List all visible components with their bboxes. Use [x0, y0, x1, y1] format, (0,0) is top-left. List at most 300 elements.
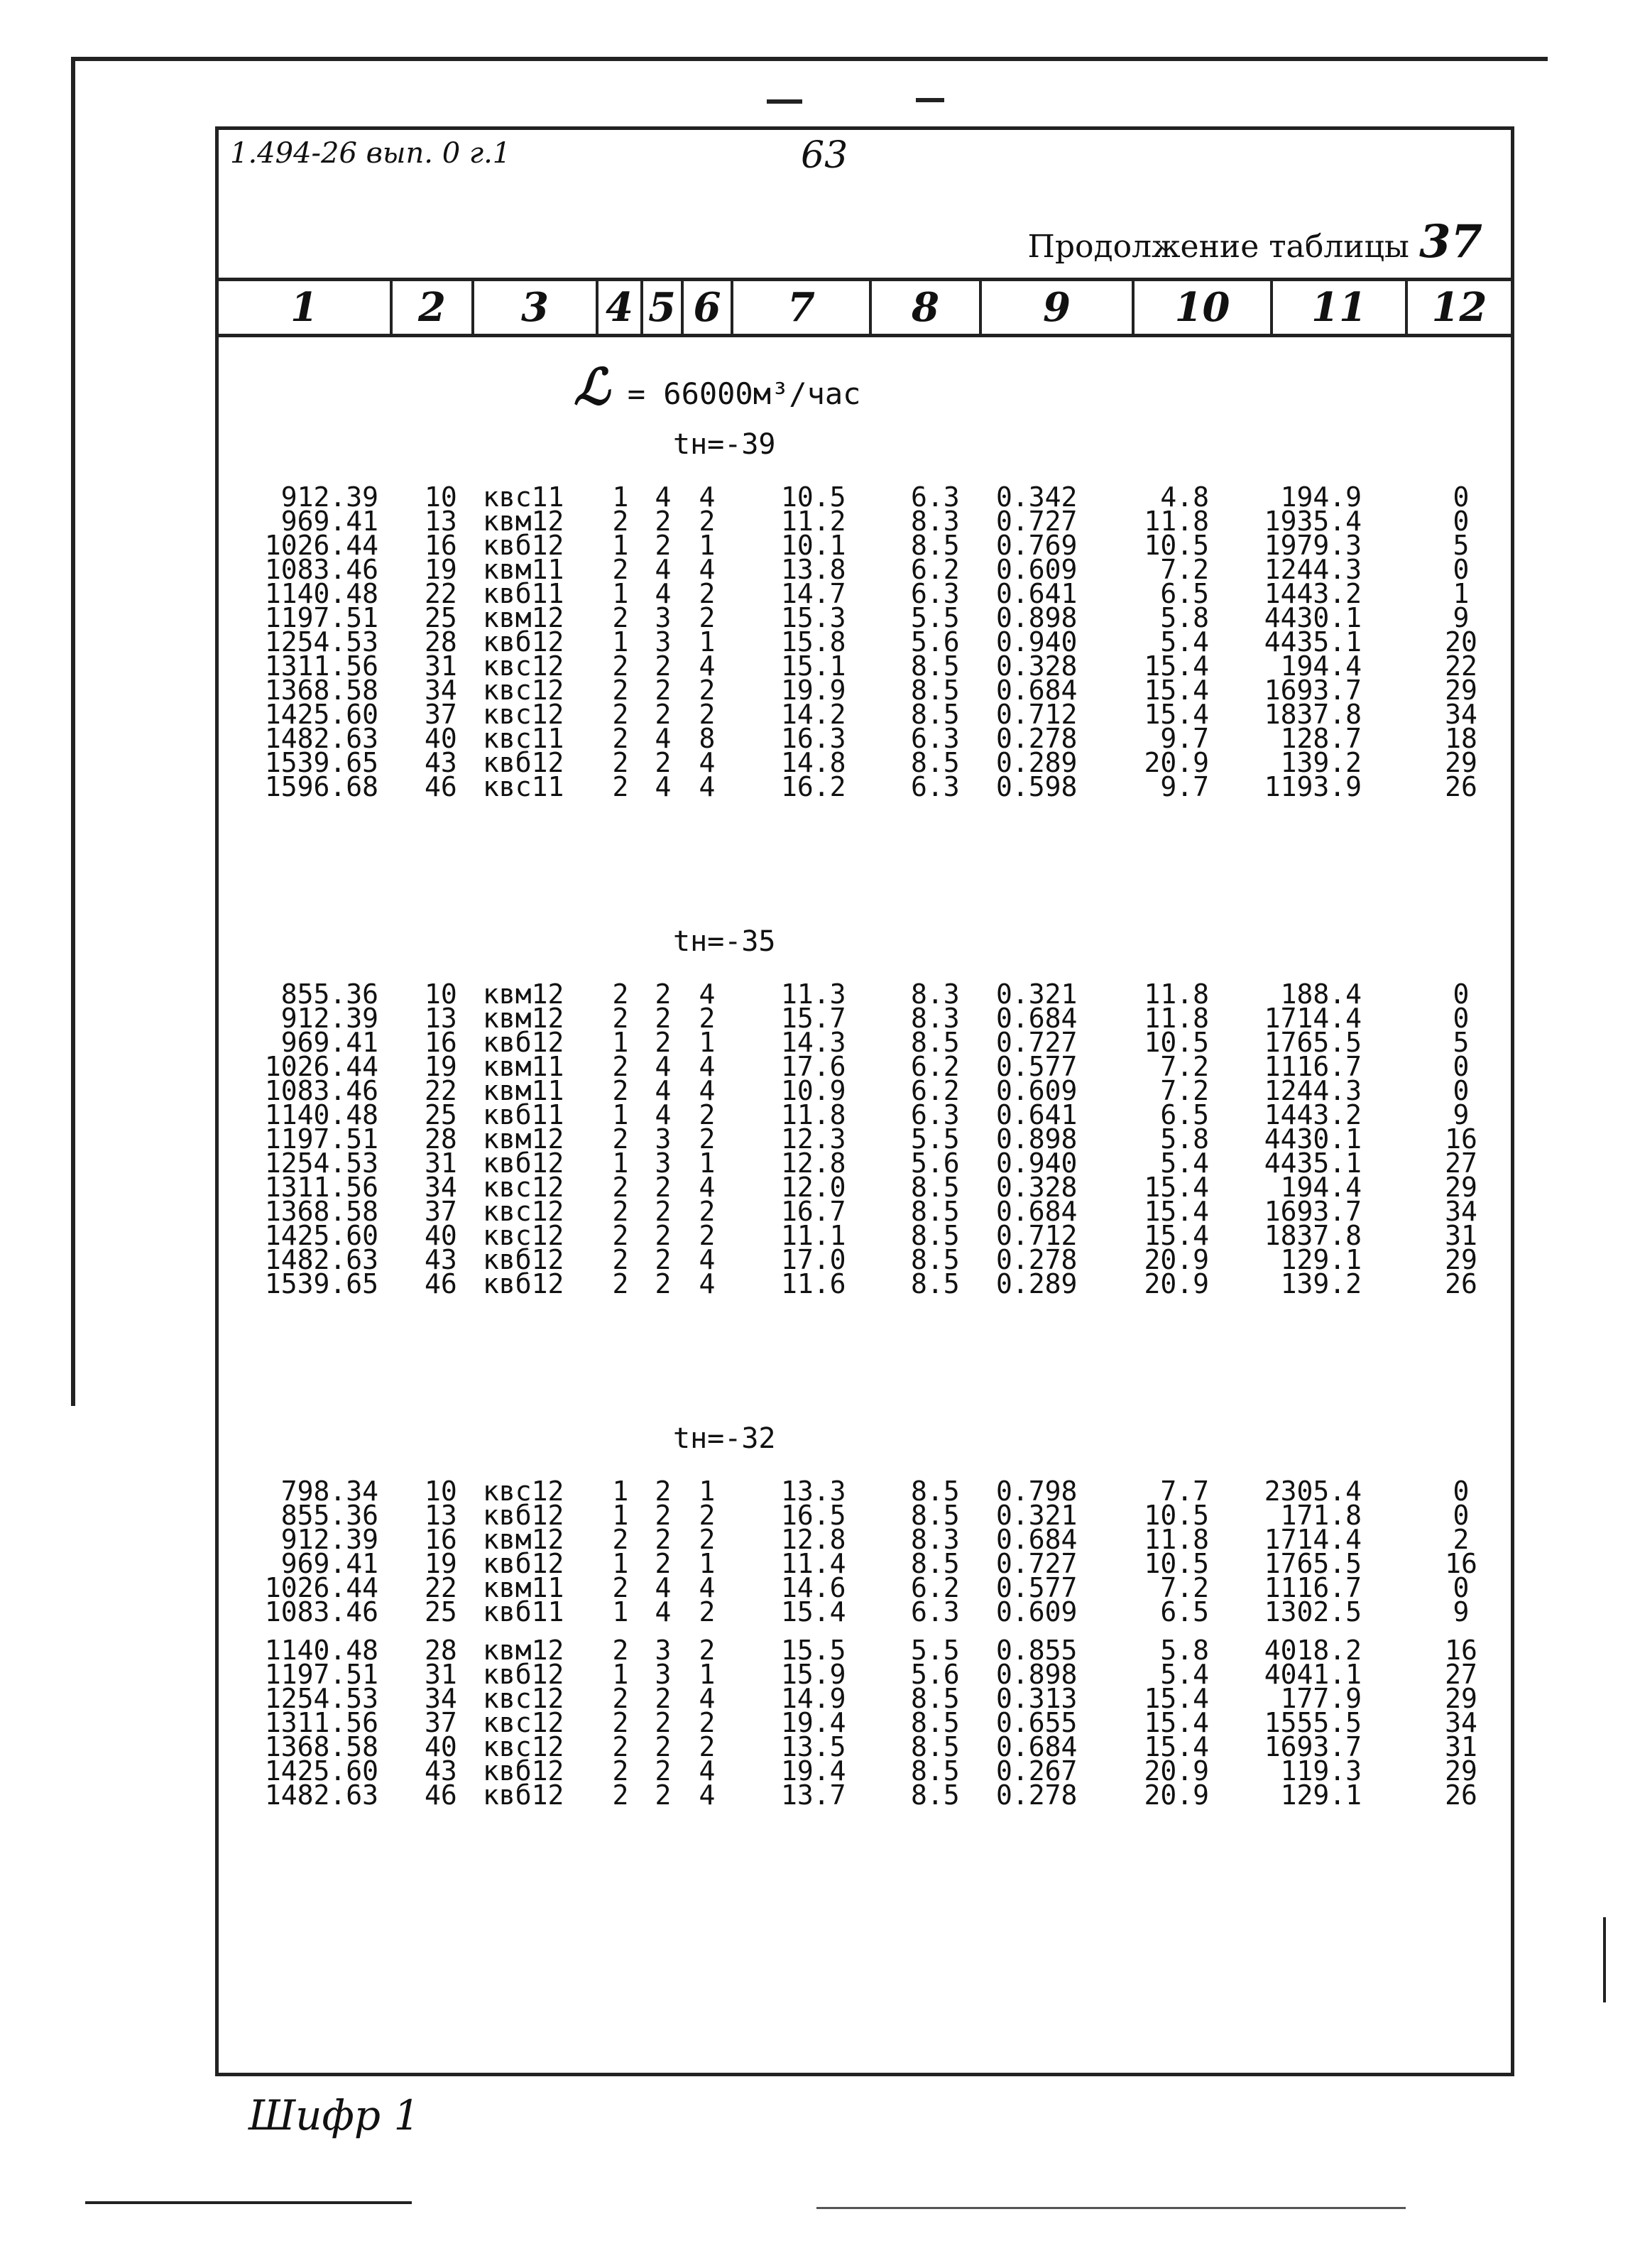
- cell-col-9: 0.898: [996, 1659, 1078, 1690]
- cell-col-11: 139.2: [1280, 747, 1362, 778]
- cell-col-5: 2: [655, 675, 672, 706]
- cell-col-7: 11.3: [781, 978, 846, 1010]
- cell-col-8: 8.5: [911, 650, 960, 682]
- cell-col-11: 4041.1: [1264, 1659, 1362, 1690]
- cell-col-3: квс12: [483, 1476, 564, 1507]
- cell-col-10: 20.9: [1144, 1755, 1209, 1787]
- cell-col-12: 22: [1445, 650, 1477, 682]
- cell-col-1: 1140.48: [264, 1635, 378, 1666]
- cell-col-8: 5.6: [911, 1659, 960, 1690]
- cell-col-8: 8.5: [911, 1220, 960, 1251]
- cell-col-11: 1714.4: [1264, 1003, 1362, 1034]
- column-header-5: 5: [643, 281, 684, 334]
- cell-col-4: 1: [612, 1596, 629, 1628]
- cell-col-10: 5.4: [1160, 626, 1209, 658]
- cell-col-7: 15.8: [781, 626, 846, 658]
- cell-col-7: 17.0: [781, 1244, 846, 1275]
- cell-col-8: 8.5: [911, 1196, 960, 1227]
- cell-col-4: 2: [612, 1220, 629, 1251]
- section-title: tн=-35: [673, 925, 776, 958]
- cell-col-2: 25: [425, 1596, 457, 1628]
- cell-col-12: 0: [1453, 481, 1470, 513]
- cell-col-10: 6.5: [1160, 578, 1209, 609]
- cell-col-11: 1693.7: [1264, 1196, 1362, 1227]
- cell-col-4: 2: [612, 1123, 629, 1155]
- cell-col-1: 1083.46: [264, 1596, 378, 1628]
- cell-col-8: 8.5: [911, 747, 960, 778]
- cell-col-9: 0.712: [996, 699, 1078, 730]
- cell-col-4: 2: [612, 723, 629, 754]
- cell-col-11: 1116.7: [1264, 1051, 1362, 1082]
- cell-col-6: 4: [699, 771, 716, 802]
- cell-col-6: 2: [699, 1123, 716, 1155]
- cell-col-1: 912.39: [280, 1003, 378, 1034]
- cell-col-8: 8.5: [911, 1731, 960, 1762]
- top-border-line: [71, 57, 1548, 61]
- cell-col-1: 1425.60: [264, 1220, 378, 1251]
- cell-col-1: 1368.58: [264, 675, 378, 706]
- cell-col-4: 2: [612, 1051, 629, 1082]
- cell-col-11: 171.8: [1280, 1500, 1362, 1531]
- cell-col-9: 0.898: [996, 1123, 1078, 1155]
- cell-col-8: 6.2: [911, 1051, 960, 1082]
- cell-col-10: 9.7: [1160, 723, 1209, 754]
- cell-col-7: 11.2: [781, 506, 846, 537]
- bottom-line-left: [85, 2201, 412, 2204]
- cell-col-6: 2: [699, 1524, 716, 1555]
- cell-col-8: 6.3: [911, 578, 960, 609]
- cell-col-5: 3: [655, 1147, 672, 1179]
- cell-col-10: 5.8: [1160, 1123, 1209, 1155]
- cell-col-10: 20.9: [1144, 747, 1209, 778]
- cell-col-3: квм11: [483, 1051, 564, 1082]
- cell-col-6: 4: [699, 1572, 716, 1603]
- cell-col-9: 0.328: [996, 1172, 1078, 1203]
- cell-col-3: квм12: [483, 602, 564, 633]
- cell-col-7: 10.9: [781, 1075, 846, 1106]
- cell-col-9: 0.328: [996, 650, 1078, 682]
- cell-col-3: квб11: [483, 1596, 564, 1628]
- cell-col-9: 0.641: [996, 1099, 1078, 1130]
- cell-col-1: 912.39: [280, 1524, 378, 1555]
- cell-col-3: квс11: [483, 771, 564, 802]
- cell-col-5: 4: [655, 771, 672, 802]
- cell-col-3: квб12: [483, 1548, 564, 1579]
- cell-col-10: 15.4: [1144, 1172, 1209, 1203]
- cell-col-6: 2: [699, 1196, 716, 1227]
- cell-col-12: 29: [1445, 1683, 1477, 1714]
- cell-col-5: 2: [655, 1548, 672, 1579]
- cell-col-8: 8.5: [911, 1268, 960, 1299]
- cell-col-8: 5.5: [911, 1635, 960, 1666]
- section-rows: [219, 978, 1511, 1299]
- cell-col-10: 10.5: [1144, 1027, 1209, 1058]
- cell-col-3: квм12: [483, 1123, 564, 1155]
- cell-col-5: 4: [655, 1051, 672, 1082]
- cell-col-6: 2: [699, 1731, 716, 1762]
- cell-col-2: 40: [425, 1220, 457, 1251]
- cell-col-9: 0.684: [996, 1003, 1078, 1034]
- cell-col-10: 10.5: [1144, 1500, 1209, 1531]
- cell-col-2: 34: [425, 675, 457, 706]
- cell-col-2: 43: [425, 747, 457, 778]
- cell-col-3: квб11: [483, 578, 564, 609]
- cell-col-7: 16.5: [781, 1500, 846, 1531]
- cell-col-12: 31: [1445, 1220, 1477, 1251]
- cell-col-2: 34: [425, 1683, 457, 1714]
- cell-col-10: 11.8: [1144, 1003, 1209, 1034]
- cell-col-5: 2: [655, 1524, 672, 1555]
- cell-col-4: 2: [612, 675, 629, 706]
- cell-col-7: 10.5: [781, 481, 846, 513]
- cell-col-4: 2: [612, 650, 629, 682]
- cell-col-10: 5.4: [1160, 1147, 1209, 1179]
- cell-col-1: 1311.56: [264, 650, 378, 682]
- cell-col-7: 13.3: [781, 1476, 846, 1507]
- cell-col-4: 2: [612, 1003, 629, 1034]
- cell-col-7: 12.0: [781, 1172, 846, 1203]
- cell-col-7: 11.8: [781, 1099, 846, 1130]
- section-rows: [219, 1476, 1511, 1811]
- cell-col-11: 1244.3: [1264, 1075, 1362, 1106]
- cell-col-1: 1482.63: [264, 723, 378, 754]
- cell-col-4: 2: [612, 699, 629, 730]
- cell-col-7: 14.6: [781, 1572, 846, 1603]
- cell-col-3: квм11: [483, 554, 564, 585]
- cell-col-9: 0.727: [996, 506, 1078, 537]
- cell-col-11: 1443.2: [1264, 1099, 1362, 1130]
- cell-col-2: 34: [425, 1172, 457, 1203]
- cell-col-8: 8.5: [911, 1244, 960, 1275]
- cell-col-9: 0.278: [996, 723, 1078, 754]
- cell-col-10: 15.4: [1144, 1707, 1209, 1738]
- cell-col-12: 18: [1445, 723, 1477, 754]
- cell-col-12: 16: [1445, 1548, 1477, 1579]
- cell-col-8: 8.5: [911, 530, 960, 561]
- cell-col-1: 1254.53: [264, 1147, 378, 1179]
- top-dash-2: [916, 98, 944, 102]
- cell-col-4: 1: [612, 1476, 629, 1507]
- cell-col-10: 9.7: [1160, 771, 1209, 802]
- cell-col-12: 0: [1453, 1003, 1470, 1034]
- cell-col-11: 1443.2: [1264, 578, 1362, 609]
- cell-col-5: 3: [655, 1635, 672, 1666]
- cell-col-8: 8.5: [911, 1027, 960, 1058]
- cell-col-5: 3: [655, 1123, 672, 1155]
- cell-col-4: 2: [612, 554, 629, 585]
- cell-col-10: 5.4: [1160, 1659, 1209, 1690]
- cell-col-1: 1026.44: [264, 1051, 378, 1082]
- cell-col-11: 2305.4: [1264, 1476, 1362, 1507]
- cell-col-12: 34: [1445, 1707, 1477, 1738]
- cell-col-7: 11.1: [781, 1220, 846, 1251]
- cell-col-3: квм12: [483, 1524, 564, 1555]
- cell-col-4: 2: [612, 1779, 629, 1811]
- cell-col-2: 13: [425, 506, 457, 537]
- cell-col-5: 2: [655, 1500, 672, 1531]
- cell-col-6: 4: [699, 747, 716, 778]
- cell-col-5: 2: [655, 1707, 672, 1738]
- cell-col-5: 2: [655, 1196, 672, 1227]
- cell-col-3: квс12: [483, 675, 564, 706]
- cell-col-12: 34: [1445, 1196, 1477, 1227]
- cell-col-3: квб12: [483, 530, 564, 561]
- cell-col-11: 188.4: [1280, 978, 1362, 1010]
- cell-col-9: 0.609: [996, 554, 1078, 585]
- cell-col-10: 7.2: [1160, 1572, 1209, 1603]
- cell-col-1: 1425.60: [264, 699, 378, 730]
- cell-col-12: 1: [1453, 578, 1470, 609]
- cell-col-10: 6.5: [1160, 1596, 1209, 1628]
- column-header-11: 11: [1273, 281, 1408, 334]
- cell-col-1: 1596.68: [264, 771, 378, 802]
- table-row: [219, 771, 1511, 802]
- cell-col-9: 0.940: [996, 626, 1078, 658]
- cell-col-9: 0.684: [996, 1196, 1078, 1227]
- cell-col-8: 8.5: [911, 1707, 960, 1738]
- cell-col-6: 2: [699, 1220, 716, 1251]
- cell-col-6: 1: [699, 1476, 716, 1507]
- cell-col-2: 10: [425, 978, 457, 1010]
- cell-col-2: 40: [425, 1731, 457, 1762]
- cell-col-3: квс11: [483, 723, 564, 754]
- cell-col-2: 28: [425, 1635, 457, 1666]
- cell-col-2: 37: [425, 1196, 457, 1227]
- cell-col-7: 14.9: [781, 1683, 846, 1714]
- cell-col-10: 15.4: [1144, 1683, 1209, 1714]
- cell-col-1: 1254.53: [264, 1683, 378, 1714]
- cell-col-7: 12.8: [781, 1524, 846, 1555]
- cell-col-11: 4018.2: [1264, 1635, 1362, 1666]
- table-row: [219, 1596, 1511, 1628]
- cell-col-7: 13.8: [781, 554, 846, 585]
- cell-col-1: 1482.63: [264, 1244, 378, 1275]
- cell-col-3: квс12: [483, 699, 564, 730]
- cell-col-2: 19: [425, 554, 457, 585]
- cell-col-12: 5: [1453, 530, 1470, 561]
- cell-col-5: 2: [655, 1731, 672, 1762]
- cell-col-2: 28: [425, 626, 457, 658]
- cell-col-5: 2: [655, 1683, 672, 1714]
- cell-col-2: 10: [425, 1476, 457, 1507]
- cell-col-6: 2: [699, 675, 716, 706]
- cell-col-6: 8: [699, 723, 716, 754]
- cell-col-6: 2: [699, 1500, 716, 1531]
- cell-col-1: 1083.46: [264, 1075, 378, 1106]
- cell-col-8: 8.5: [911, 1476, 960, 1507]
- cell-col-3: квм11: [483, 1075, 564, 1106]
- table-row: [219, 1268, 1511, 1299]
- cell-col-12: 26: [1445, 1268, 1477, 1299]
- cell-col-12: 16: [1445, 1635, 1477, 1666]
- cell-col-12: 0: [1453, 978, 1470, 1010]
- cell-col-7: 14.7: [781, 578, 846, 609]
- cell-col-1: 1368.58: [264, 1196, 378, 1227]
- column-header-12: 12: [1431, 284, 1487, 331]
- cell-col-10: 10.5: [1144, 1548, 1209, 1579]
- cell-col-11: 1935.4: [1264, 506, 1362, 537]
- cell-col-2: 43: [425, 1244, 457, 1275]
- cell-col-8: 8.5: [911, 675, 960, 706]
- cell-col-8: 8.5: [911, 1172, 960, 1203]
- cell-col-12: 9: [1453, 602, 1470, 633]
- cell-col-1: 855.36: [280, 1500, 378, 1531]
- cell-col-8: 5.6: [911, 626, 960, 658]
- cell-col-2: 46: [425, 1779, 457, 1811]
- cell-col-9: 0.598: [996, 771, 1078, 802]
- cell-col-3: квб12: [483, 1027, 564, 1058]
- cell-col-6: 4: [699, 1683, 716, 1714]
- cell-col-9: 0.655: [996, 1707, 1078, 1738]
- cell-col-2: 37: [425, 699, 457, 730]
- cell-col-9: 0.321: [996, 978, 1078, 1010]
- cell-col-2: 16: [425, 1524, 457, 1555]
- cell-col-9: 0.898: [996, 602, 1078, 633]
- cell-col-11: 129.1: [1280, 1779, 1362, 1811]
- cell-col-5: 3: [655, 602, 672, 633]
- cell-col-9: 0.267: [996, 1755, 1078, 1787]
- cell-col-6: 2: [699, 1099, 716, 1130]
- cell-col-3: квб12: [483, 626, 564, 658]
- cell-col-2: 31: [425, 650, 457, 682]
- cell-col-7: 13.5: [781, 1731, 846, 1762]
- cell-col-12: 0: [1453, 1572, 1470, 1603]
- cell-col-8: 6.2: [911, 1572, 960, 1603]
- cell-col-3: квс12: [483, 1196, 564, 1227]
- cell-col-5: 2: [655, 1027, 672, 1058]
- cell-col-7: 15.4: [781, 1596, 846, 1628]
- cell-col-5: 4: [655, 1572, 672, 1603]
- cell-col-1: 1539.65: [264, 747, 378, 778]
- cell-col-4: 2: [612, 1635, 629, 1666]
- cell-col-4: 1: [612, 1548, 629, 1579]
- cell-col-11: 1979.3: [1264, 530, 1362, 561]
- cell-col-1: 1254.53: [264, 626, 378, 658]
- cell-col-9: 0.684: [996, 675, 1078, 706]
- cell-col-4: 1: [612, 530, 629, 561]
- cell-col-9: 0.289: [996, 1268, 1078, 1299]
- cell-col-4: 2: [612, 602, 629, 633]
- cell-col-3: квб12: [483, 1268, 564, 1299]
- cell-col-9: 0.769: [996, 530, 1078, 561]
- cell-col-6: 1: [699, 530, 716, 561]
- cell-col-11: 1244.3: [1264, 554, 1362, 585]
- cell-col-5: 3: [655, 1659, 672, 1690]
- cell-col-11: 129.1: [1280, 1244, 1362, 1275]
- cell-col-6: 4: [699, 978, 716, 1010]
- cell-col-5: 3: [655, 626, 672, 658]
- cell-col-9: 0.727: [996, 1027, 1078, 1058]
- cell-col-1: 1311.56: [264, 1172, 378, 1203]
- cell-col-2: 16: [425, 1027, 457, 1058]
- cell-col-6: 4: [699, 554, 716, 585]
- cell-col-7: 15.9: [781, 1659, 846, 1690]
- cell-col-8: 6.3: [911, 481, 960, 513]
- cell-col-8: 5.5: [911, 602, 960, 633]
- column-header-4: 4: [598, 281, 643, 334]
- cell-col-2: 37: [425, 1707, 457, 1738]
- cell-col-1: 798.34: [280, 1476, 378, 1507]
- cell-col-5: 4: [655, 578, 672, 609]
- cell-col-4: 2: [612, 1268, 629, 1299]
- cell-col-11: 1302.5: [1264, 1596, 1362, 1628]
- cell-col-6: 2: [699, 506, 716, 537]
- cell-col-8: 6.3: [911, 771, 960, 802]
- cell-col-11: 4435.1: [1264, 1147, 1362, 1179]
- cell-col-2: 31: [425, 1659, 457, 1690]
- cell-col-9: 0.609: [996, 1075, 1078, 1106]
- cell-col-4: 2: [612, 1244, 629, 1275]
- cell-col-10: 11.8: [1144, 978, 1209, 1010]
- cell-col-11: 1765.5: [1264, 1027, 1362, 1058]
- cell-col-5: 2: [655, 978, 672, 1010]
- cell-col-11: 4430.1: [1264, 602, 1362, 633]
- right-margin-mark: [1603, 1917, 1606, 2002]
- cell-col-6: 4: [699, 1051, 716, 1082]
- cell-col-1: 1197.51: [264, 602, 378, 633]
- cell-col-2: 13: [425, 1003, 457, 1034]
- cell-col-10: 7.2: [1160, 1075, 1209, 1106]
- cell-col-1: 1083.46: [264, 554, 378, 585]
- cell-col-11: 4430.1: [1264, 1123, 1362, 1155]
- cell-col-3: квс12: [483, 1707, 564, 1738]
- cell-col-4: 2: [612, 1731, 629, 1762]
- cell-col-2: 25: [425, 1099, 457, 1130]
- page-number: 63: [801, 134, 848, 177]
- cell-col-9: 0.798: [996, 1476, 1078, 1507]
- cell-col-6: 1: [699, 1027, 716, 1058]
- top-dash-1: [767, 99, 802, 104]
- continuation-heading: [1028, 215, 1482, 268]
- column-header-7: 7: [733, 281, 872, 334]
- column-header-8: 8: [872, 281, 982, 334]
- cell-col-4: 2: [612, 1572, 629, 1603]
- cell-col-1: 1539.65: [264, 1268, 378, 1299]
- cell-col-3: квм12: [483, 1635, 564, 1666]
- cell-col-12: 29: [1445, 675, 1477, 706]
- cell-col-3: квс12: [483, 650, 564, 682]
- cell-col-4: 1: [612, 1500, 629, 1531]
- cell-col-2: 22: [425, 1075, 457, 1106]
- cell-col-2: 46: [425, 1268, 457, 1299]
- cell-col-7: 12.8: [781, 1147, 846, 1179]
- cell-col-6: 1: [699, 1548, 716, 1579]
- cell-col-12: 9: [1453, 1099, 1470, 1130]
- section-rows: [219, 481, 1511, 802]
- cell-col-9: 0.727: [996, 1548, 1078, 1579]
- cell-col-7: 14.2: [781, 699, 846, 730]
- cell-col-5: 2: [655, 530, 672, 561]
- cell-col-10: 4.8: [1160, 481, 1209, 513]
- cell-col-4: 1: [612, 1099, 629, 1130]
- cell-col-12: 31: [1445, 1731, 1477, 1762]
- cell-col-3: квс11: [483, 481, 564, 513]
- cell-col-10: 5.8: [1160, 1635, 1209, 1666]
- cell-col-10: 7.7: [1160, 1476, 1209, 1507]
- cell-col-4: 2: [612, 1755, 629, 1787]
- table-frame: [215, 126, 1514, 2076]
- cell-col-10: 5.8: [1160, 602, 1209, 633]
- cell-col-5: 4: [655, 481, 672, 513]
- cell-col-7: 15.3: [781, 602, 846, 633]
- cell-col-5: 2: [655, 1755, 672, 1787]
- cell-col-2: 43: [425, 1755, 457, 1787]
- cell-col-11: 128.7: [1280, 723, 1362, 754]
- cell-col-7: 19.4: [781, 1707, 846, 1738]
- cell-col-3: квм11: [483, 1572, 564, 1603]
- cell-col-10: 15.4: [1144, 1731, 1209, 1762]
- cell-col-3: квб12: [483, 1779, 564, 1811]
